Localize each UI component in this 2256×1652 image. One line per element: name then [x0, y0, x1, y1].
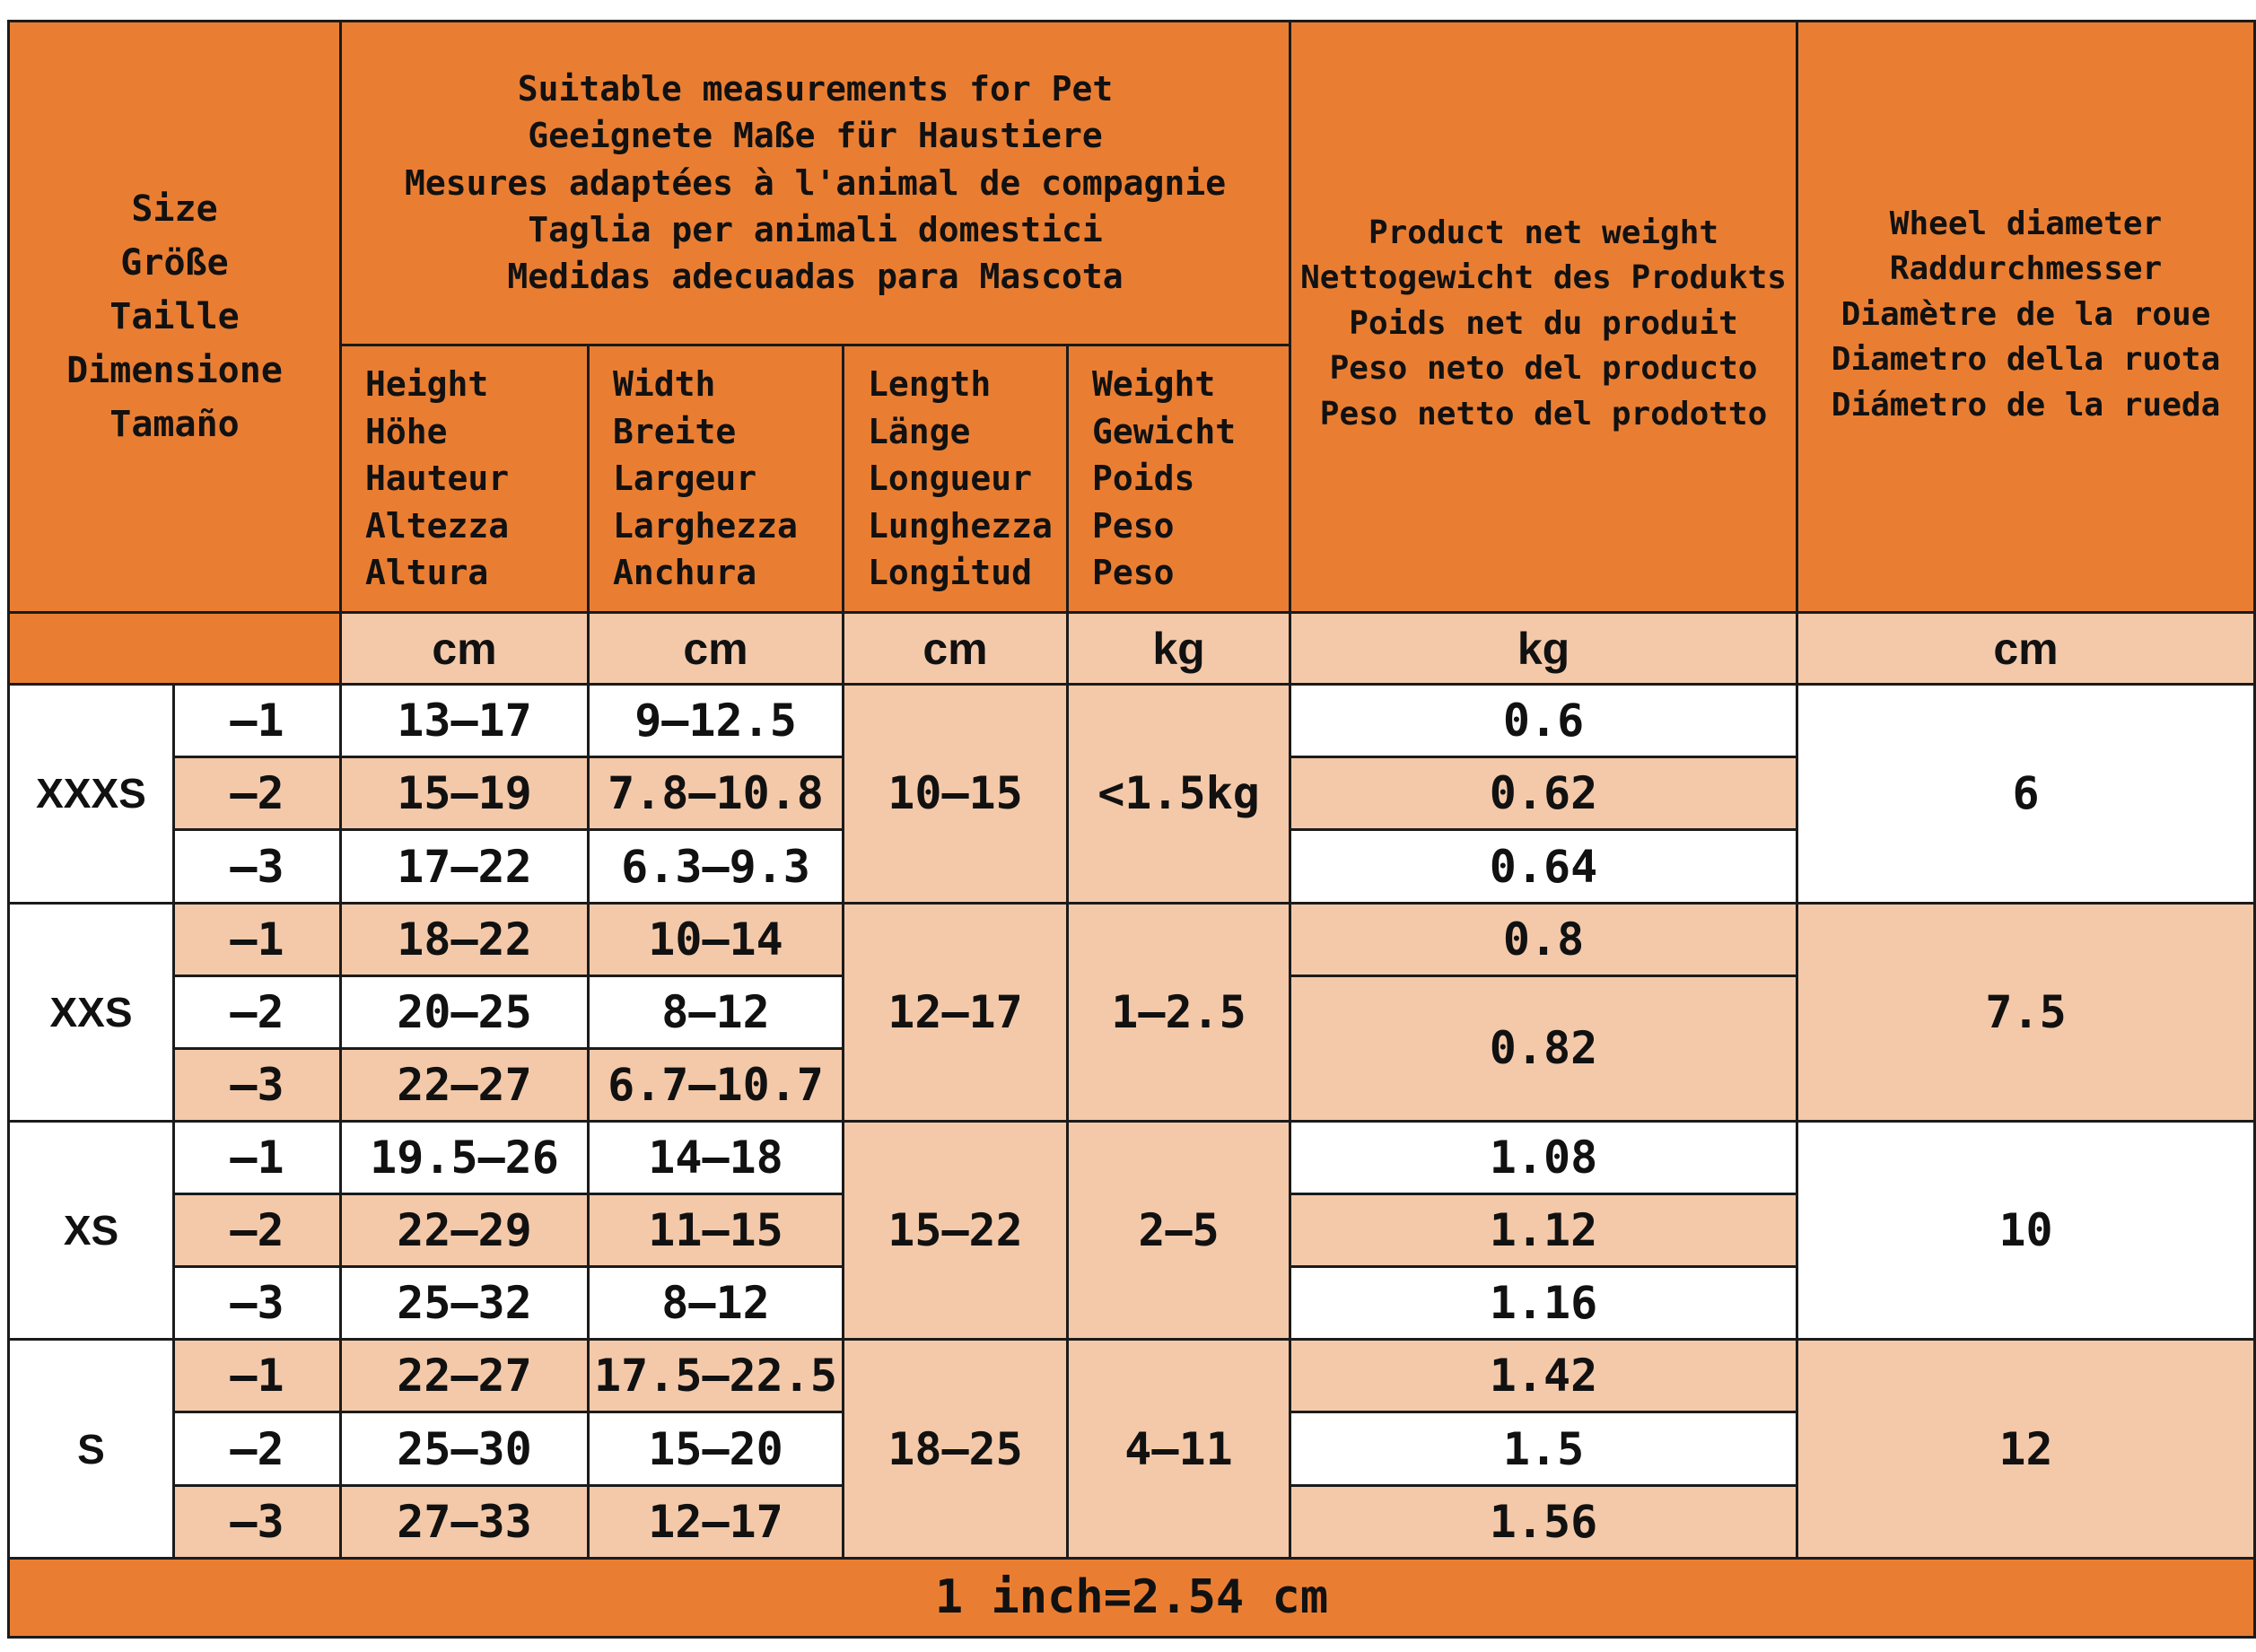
- size-header-line: Dimensione: [66, 350, 283, 392]
- suitable-header-line: Medidas adecuadas para Mascota: [507, 257, 1124, 297]
- net-weight-header-line: Poids net du produit: [1349, 304, 1738, 342]
- width-cell: 8–12: [589, 1267, 844, 1340]
- weight-header-line: Poids: [1092, 459, 1195, 499]
- height-cell: 22–27: [341, 1340, 589, 1412]
- width-cell: 9–12.5: [589, 685, 844, 757]
- wheel-unit: cm: [1797, 613, 2255, 685]
- sub-size-cell: –1: [174, 1121, 341, 1193]
- width-cell: 14–18: [589, 1121, 844, 1193]
- size-label-xxs: XXS: [9, 903, 174, 1121]
- width-cell: 12–17: [589, 1485, 844, 1558]
- sub-size-cell: –3: [174, 830, 341, 903]
- width-header-line: Anchura: [613, 552, 757, 592]
- net-weight-header-line: Product net weight: [1368, 214, 1719, 251]
- height-header-line: Hauteur: [365, 459, 510, 499]
- weight-header-line: Peso: [1092, 505, 1175, 546]
- height-cell: 15–19: [341, 757, 589, 830]
- width-cell: 6.3–9.3: [589, 830, 844, 903]
- net-weight-cell: 1.5: [1290, 1412, 1797, 1485]
- wheel-header-line: Raddurchmesser: [1889, 250, 2163, 288]
- width-header: [589, 345, 844, 612]
- size-label-xxxs: XXXS: [9, 685, 174, 903]
- height-header-line: Height: [365, 364, 489, 405]
- net-weight-cell: 0.8: [1290, 903, 1797, 975]
- weight-cell: 2–5: [1068, 1121, 1290, 1339]
- width-unit: cm: [589, 613, 844, 685]
- width-header-line: Breite: [613, 411, 737, 451]
- height-cell: 22–27: [341, 1048, 589, 1121]
- inch-conversion-note: 1 inch=2.54 cm: [9, 1558, 2255, 1637]
- wheel-header-line: Diamètre de la roue: [1841, 295, 2211, 333]
- net-weight-header-line: Peso netto del prodotto: [1319, 395, 1768, 433]
- height-header: [341, 345, 589, 612]
- width-cell: 17.5–22.5: [589, 1340, 844, 1412]
- height-header-line: Altezza: [365, 505, 510, 546]
- size-label-s: S: [9, 1340, 174, 1558]
- net-weight-cell: 1.08: [1290, 1121, 1797, 1193]
- sub-size-cell: –3: [174, 1048, 341, 1121]
- height-cell: 17–22: [341, 830, 589, 903]
- length-header-line: Lunghezza: [868, 505, 1053, 546]
- height-cell: 18–22: [341, 903, 589, 975]
- suitable-header-line: Suitable measurements for Pet: [517, 68, 1114, 109]
- wheel-cell: 6: [1797, 685, 2255, 903]
- net-weight-cell: 1.56: [1290, 1485, 1797, 1558]
- length-unit: cm: [844, 613, 1068, 685]
- wheel-header-line: Wheel diameter: [1889, 205, 2163, 242]
- size-header-line: Size: [131, 188, 218, 231]
- size-header-line: Tamaño: [109, 404, 240, 446]
- width-cell: 7.8–10.8: [589, 757, 844, 830]
- weight-header-line: Gewicht: [1092, 411, 1237, 451]
- weight-cell: 1–2.5: [1068, 903, 1290, 1121]
- width-cell: 8–12: [589, 975, 844, 1048]
- length-header-line: Länge: [868, 411, 971, 451]
- size-label-xs: XS: [9, 1121, 174, 1339]
- sub-size-cell: –3: [174, 1485, 341, 1558]
- sub-size-cell: –2: [174, 1412, 341, 1485]
- width-header-line: Width: [613, 364, 716, 405]
- height-cell: 27–33: [341, 1485, 589, 1558]
- weight-cell: <1.5kg: [1068, 685, 1290, 903]
- length-header-line: Longueur: [868, 459, 1033, 499]
- net-weight-cell: 0.64: [1290, 830, 1797, 903]
- sub-size-cell: –3: [174, 1267, 341, 1340]
- width-cell: 10–14: [589, 903, 844, 975]
- length-cell: 10–15: [844, 685, 1068, 903]
- height-cell: 25–32: [341, 1267, 589, 1340]
- net-weight-header-line: Peso neto del producto: [1329, 350, 1758, 388]
- sub-size-cell: –2: [174, 975, 341, 1048]
- width-header-line: Larghezza: [613, 505, 798, 546]
- length-header-line: Length: [868, 364, 992, 405]
- height-header-line: Höhe: [365, 411, 448, 451]
- wheel-cell: 12: [1797, 1340, 2255, 1558]
- size-header-line: Taille: [109, 296, 240, 338]
- width-cell: 6.7–10.7: [589, 1048, 844, 1121]
- height-unit: cm: [341, 613, 589, 685]
- weight-header-line: Weight: [1092, 364, 1216, 405]
- height-cell: 22–29: [341, 1194, 589, 1267]
- length-header: [844, 345, 1068, 612]
- net-weight-cell: 1.16: [1290, 1267, 1797, 1340]
- size-header-line: Größe: [120, 242, 229, 284]
- net-weight-cell: 1.42: [1290, 1340, 1797, 1412]
- weight-cell: 4–11: [1068, 1340, 1290, 1558]
- suitable-measurements-header: [341, 22, 1290, 345]
- size-unit-spacer: [9, 613, 341, 685]
- width-header-line: Largeur: [613, 459, 757, 499]
- height-cell: 13–17: [341, 685, 589, 757]
- net-weight-unit: kg: [1290, 613, 1797, 685]
- weight-header-line: Peso: [1092, 552, 1175, 592]
- wheel-diameter-header: [1797, 22, 2255, 613]
- length-header-line: Longitud: [868, 552, 1033, 592]
- width-cell: 11–15: [589, 1194, 844, 1267]
- sub-size-cell: –1: [174, 1340, 341, 1412]
- size-chart-table: [7, 20, 2256, 1639]
- net-weight-cell: 0.6: [1290, 685, 1797, 757]
- wheel-cell: 7.5: [1797, 903, 2255, 1121]
- height-cell: 25–30: [341, 1412, 589, 1485]
- length-cell: 18–25: [844, 1340, 1068, 1558]
- size-chart: [7, 20, 2253, 1639]
- wheel-header-line: Diametro della ruota: [1831, 341, 2221, 379]
- net-weight-cell: 1.12: [1290, 1194, 1797, 1267]
- net-weight-header: [1290, 22, 1797, 613]
- sub-size-cell: –1: [174, 685, 341, 757]
- suitable-header-line: Geeignete Maße für Haustiere: [528, 116, 1103, 156]
- height-cell: 19.5–26: [341, 1121, 589, 1193]
- sub-size-cell: –2: [174, 757, 341, 830]
- height-cell: 20–25: [341, 975, 589, 1048]
- length-cell: 12–17: [844, 903, 1068, 1121]
- net-weight-header-line: Nettogewicht des Produkts: [1300, 259, 1787, 297]
- wheel-cell: 10: [1797, 1121, 2255, 1339]
- net-weight-cell: 0.62: [1290, 757, 1797, 830]
- weight-unit: kg: [1068, 613, 1290, 685]
- net-weight-cell: 0.82: [1290, 975, 1797, 1121]
- height-header-line: Altura: [365, 552, 489, 592]
- sub-size-cell: –2: [174, 1194, 341, 1267]
- wheel-header-line: Diámetro de la rueda: [1831, 386, 2221, 424]
- weight-header: [1068, 345, 1290, 612]
- suitable-header-line: Mesures adaptées à l'animal de compagnie: [404, 162, 1227, 203]
- sub-size-cell: –1: [174, 903, 341, 975]
- length-cell: 15–22: [844, 1121, 1068, 1339]
- width-cell: 15–20: [589, 1412, 844, 1485]
- suitable-header-line: Taglia per animali domestici: [528, 210, 1103, 250]
- size-header: [9, 22, 341, 613]
